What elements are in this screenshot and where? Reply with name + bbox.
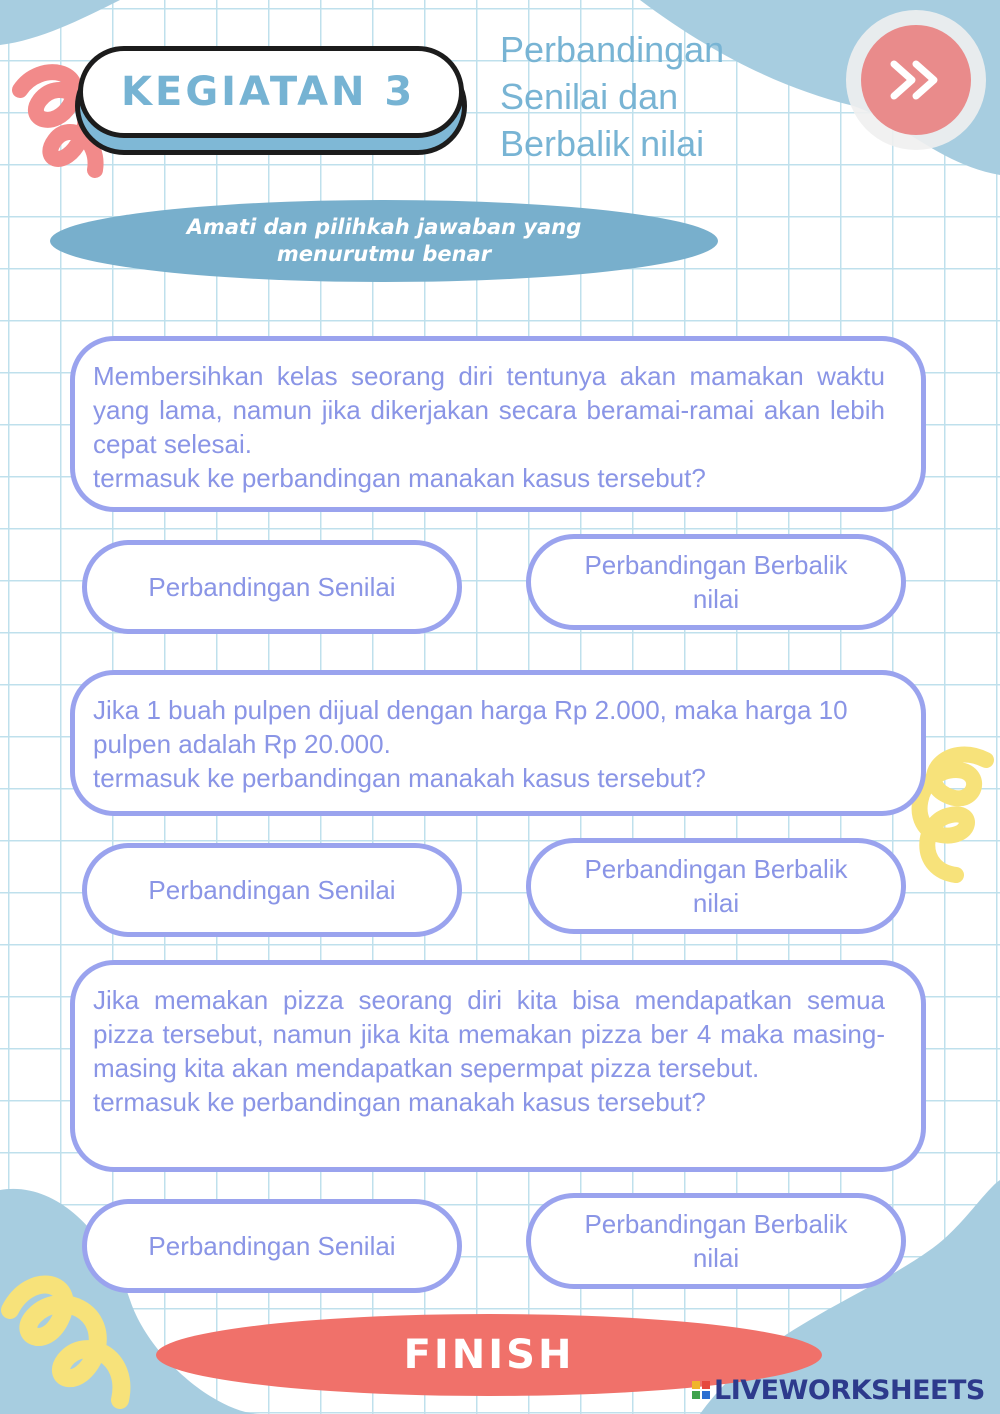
question-3-option-senilai[interactable] [82,1199,462,1293]
question-2-option-berbalik[interactable] [526,838,906,934]
activity-title: KEGIATAN 3 [121,69,416,115]
liveworksheets-logo-icon [692,1381,710,1399]
question-1-prompt: termasuk ke perbandingan manakan kasus tersebut? [93,463,706,493]
brand-name: LIVEWORKSHEETS [714,1374,985,1406]
option-label: Perbandingan Senilai [148,875,396,905]
question-3-card [70,960,926,1172]
question-2-text: Jika 1 buah pulpen dijual dengan harga Rp 2.000, maka harga 10 pulpen adalah Rp 20.000. [93,695,848,759]
liveworksheets-brand[interactable] [692,1372,985,1408]
question-2-card [70,670,926,816]
topic-line-3: Berbalik nilai [500,123,705,164]
topic-title [500,26,800,167]
instruction-banner [50,200,718,282]
option-label: Perbandingan Senilai [148,572,396,602]
question-1-text: Membersihkan kelas seorang diri tentunya akan mamakan waktu yang lama, namun jika dikerjakan secara beramai-ramai akan lebih cepat selesai. [93,361,885,459]
question-1-option-berbalik[interactable] [526,534,906,630]
next-page-button[interactable] [846,10,986,150]
topic-line-2: Senilai dan [500,76,679,117]
question-3-prompt: termasuk ke perbandingan manakah kasus tersebut? [93,1087,706,1117]
question-2-option-senilai[interactable] [82,843,462,937]
option-label: Perbandingan Berbalik nilai [584,550,848,614]
option-label: Perbandingan Berbalik nilai [584,854,848,918]
instruction-text: Amati dan pilihkah jawaban yang menurutmu benar [186,215,582,266]
topic-line-1: Perbandingan [500,29,725,70]
finish-label: FINISH [403,1332,575,1378]
option-label: Perbandingan Senilai [148,1231,396,1261]
double-chevron-right-icon [888,58,944,102]
question-3-option-berbalik[interactable] [526,1193,906,1289]
activity-title-box [78,46,464,138]
question-1-card [70,336,926,512]
question-1-option-senilai[interactable] [82,540,462,634]
question-3-text: Jika memakan pizza seorang diri kita bisa mendapatkan semua pizza tersebut, namun jika kita memakan pizza ber 4 maka masing-masing kita akan mendapatkan sepermpat pizza tersebut. [93,985,885,1083]
question-2-prompt: termasuk ke perbandingan manakah kasus tersebut? [93,763,706,793]
option-label: Perbandingan Berbalik nilai [584,1209,848,1273]
next-button-inner[interactable] [861,25,971,135]
